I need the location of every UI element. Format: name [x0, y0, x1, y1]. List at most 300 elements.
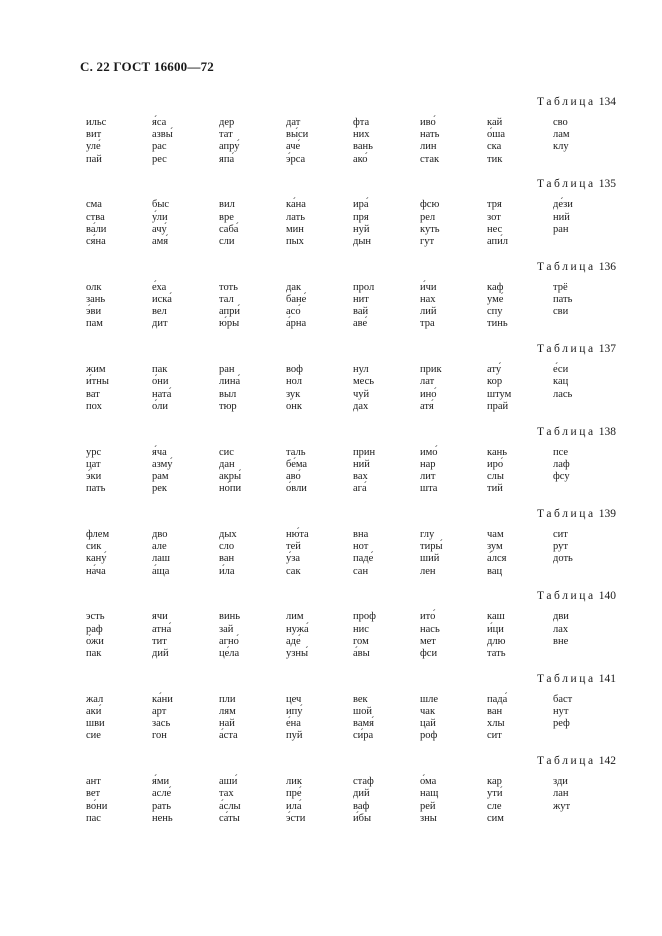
word-column	[152, 776, 173, 825]
table-word: апри́	[219, 306, 241, 318]
table-word: нис	[353, 623, 369, 635]
table-word: о́жи	[86, 635, 104, 647]
table-word: але	[152, 541, 167, 553]
table-word: вил	[219, 199, 235, 211]
table-word: слы	[487, 471, 504, 482]
table-word: бе́ма	[286, 458, 308, 470]
table-word: кай	[487, 117, 503, 128]
table-word: век	[353, 693, 368, 705]
table-word: и́тны	[86, 376, 109, 388]
table-word: вамя́	[353, 718, 374, 730]
table-word: реф	[553, 718, 570, 730]
table-word: де́зи	[553, 199, 573, 211]
table-word: аче́	[286, 141, 301, 153]
table-word: сма	[86, 199, 102, 211]
word-column	[152, 529, 170, 578]
table-word: раф	[86, 623, 103, 635]
table-word: а́рна	[286, 318, 307, 330]
word-column	[553, 199, 573, 236]
table-word: вах	[353, 471, 368, 482]
table-word: а́лся	[487, 553, 507, 565]
table-word: лат	[420, 376, 435, 388]
table-word: иска́	[152, 294, 172, 305]
table-word: атна́	[152, 623, 172, 635]
table-word: зум	[487, 541, 503, 553]
table-word: сак	[286, 565, 301, 577]
word-column	[353, 529, 373, 578]
table-word: ван	[487, 706, 503, 717]
table-word: спу	[487, 306, 503, 318]
word-column	[152, 364, 171, 413]
word-column	[353, 611, 376, 660]
table-word: сис	[219, 446, 234, 458]
table-word: каф	[487, 281, 504, 293]
table-word: паде́	[353, 553, 374, 565]
table-word: ако́	[353, 153, 368, 165]
table-word: прин	[353, 446, 376, 458]
table-word: узны́	[286, 648, 309, 659]
table-caption-number: 142	[598, 755, 616, 768]
table-word: клу	[553, 141, 569, 153]
table-word: сли	[219, 236, 235, 247]
table-word: вна	[353, 529, 369, 540]
word-column	[553, 117, 570, 154]
table-word: пре́	[286, 788, 302, 800]
table-caption-number: 134	[598, 96, 616, 108]
table-word: ший	[420, 553, 440, 565]
table-word: лина́	[219, 376, 241, 388]
word-column	[86, 364, 109, 413]
word-column	[487, 447, 507, 496]
table-word: а́слы	[219, 800, 241, 812]
table-word: дит	[152, 318, 168, 330]
table-word: вет	[86, 788, 101, 800]
word-column	[353, 199, 371, 248]
table-word: зай	[219, 623, 234, 635]
table-caption	[537, 261, 616, 273]
table-word: амя́	[152, 236, 169, 247]
table-word: ван	[219, 553, 235, 565]
table-caption	[537, 508, 616, 520]
table-word: роф	[420, 730, 438, 742]
table-word: пада́	[487, 693, 508, 705]
table-word: тра	[420, 318, 435, 330]
table-word: олк	[86, 281, 102, 293]
table-word: пать	[86, 483, 106, 495]
table-word: тит	[152, 635, 167, 647]
table-word: рас	[152, 141, 167, 153]
table-word: азвы́	[152, 129, 173, 141]
table-word: дых	[219, 529, 237, 540]
word-column	[420, 447, 438, 496]
table-word: э́ки	[86, 471, 102, 482]
word-column	[152, 694, 173, 743]
table-block	[0, 673, 662, 743]
table-word: дак	[286, 281, 302, 293]
word-column	[86, 117, 106, 166]
table-word: о́вли	[286, 483, 307, 495]
table-word: рут	[553, 541, 568, 553]
table-caption	[537, 96, 616, 108]
table-word: цай	[420, 718, 436, 730]
table-word: тиры́	[420, 541, 443, 553]
table-word: фсу	[553, 471, 570, 482]
table-word: прол	[353, 281, 375, 293]
table-block	[0, 508, 662, 578]
table-word: флем	[86, 529, 110, 540]
table-word: псе	[553, 446, 569, 458]
table-word: лим	[286, 611, 304, 623]
table-word: аво́	[286, 471, 301, 482]
table-word: аве́	[353, 318, 368, 330]
table-word: тах	[219, 788, 234, 800]
table-word: дви	[553, 611, 569, 623]
table-word: гом	[353, 635, 369, 647]
word-column	[353, 694, 374, 743]
table-word: и́ла	[219, 565, 235, 577]
table-word: дво	[152, 529, 168, 540]
table-word: цеч	[286, 693, 302, 705]
table-word: нут	[553, 706, 569, 717]
word-column	[219, 199, 238, 248]
table-word: уме́	[487, 294, 504, 305]
table-word: ка́на	[286, 199, 306, 211]
word-column	[487, 694, 507, 743]
table-word: е́си	[553, 364, 569, 376]
word-column	[219, 611, 240, 660]
word-column	[420, 694, 438, 743]
table-word: ути́	[487, 788, 503, 800]
word-column	[420, 611, 440, 660]
table-word: вы́си	[286, 129, 309, 141]
table-word: вац	[487, 565, 503, 577]
table-word: асо́	[286, 306, 301, 318]
table-word: ваф	[353, 800, 370, 812]
word-column	[553, 447, 570, 484]
table-word: чуй	[353, 388, 370, 400]
table-word: иро́	[487, 458, 504, 470]
word-column	[286, 529, 309, 578]
table-word: сле	[487, 800, 502, 812]
table-word: эсть	[86, 611, 105, 623]
table-word: лит	[420, 471, 436, 482]
word-column	[553, 694, 572, 731]
table-word: каш	[487, 611, 505, 623]
word-column	[152, 117, 173, 166]
table-word: ила́	[286, 800, 302, 812]
table-block	[0, 96, 662, 166]
word-column	[286, 117, 308, 166]
table-word: ран	[219, 364, 235, 376]
table-word: э́рса	[286, 153, 306, 165]
word-column	[219, 117, 240, 166]
table-caption-number: 137	[598, 343, 616, 356]
table-word: шви	[86, 718, 105, 730]
table-word: чам	[487, 529, 504, 540]
table-word: нась	[420, 623, 440, 635]
word-column	[353, 117, 373, 166]
table-word: нот	[353, 541, 369, 553]
table-word: зот	[487, 211, 501, 223]
table-caption-number: 136	[598, 260, 616, 273]
table-word: баст	[553, 693, 573, 705]
table-word: апру́	[219, 141, 240, 153]
table-word: о́ша	[487, 129, 505, 141]
table-word: тинь	[487, 318, 508, 330]
table-word: сит	[553, 529, 568, 540]
table-word: вит	[86, 129, 102, 141]
word-column	[487, 611, 505, 660]
table-word: э́сти	[286, 812, 306, 824]
table-word: тик	[487, 153, 503, 165]
table-word: я́ми	[152, 776, 170, 788]
table-word: тей	[286, 541, 301, 553]
table-word: нень	[152, 812, 173, 824]
word-column	[286, 364, 303, 413]
table-word: рел	[420, 211, 436, 223]
table-word: е́ха	[152, 281, 167, 293]
table-word: но́пи	[219, 483, 242, 495]
table-caption-number: 135	[598, 178, 616, 191]
table-word: вань	[353, 141, 373, 153]
word-column	[420, 282, 437, 331]
word-column	[353, 447, 375, 496]
table-word: пам	[86, 318, 103, 330]
table-word: ний	[353, 458, 370, 470]
table-word: асле́	[152, 788, 172, 800]
table-word: кар	[487, 776, 502, 788]
table-word: длю	[487, 635, 506, 647]
table-word: вне	[553, 635, 569, 647]
word-column	[553, 611, 569, 648]
table-word: це́ла	[219, 648, 240, 659]
word-column	[86, 529, 109, 578]
table-caption-number: 141	[598, 672, 616, 685]
table-word: ира́	[353, 199, 369, 211]
word-column	[286, 447, 307, 496]
table-word: пых	[286, 236, 304, 247]
table-word: тий	[487, 483, 503, 495]
table-word: гут	[420, 236, 435, 247]
table-word: аде́	[286, 635, 301, 647]
table-word: быс	[152, 199, 170, 211]
table-word: атя́	[420, 400, 434, 412]
table-word: ка́ни	[152, 693, 173, 705]
table-word: ячи	[152, 611, 168, 623]
table-word: тюр	[219, 400, 237, 412]
table-word: азму́	[152, 458, 173, 470]
table-word: прик	[420, 364, 442, 376]
table-word: ильс	[86, 117, 107, 128]
word-column	[487, 364, 511, 413]
table-word: ино́	[420, 388, 437, 400]
table-block	[0, 426, 662, 496]
table-word: ран	[553, 223, 569, 235]
table-word: трё	[553, 281, 568, 293]
table-word: глу	[420, 529, 435, 540]
table-word: ват	[86, 388, 100, 400]
word-column	[487, 199, 508, 248]
table-word: сим	[487, 812, 504, 824]
table-word: сие	[86, 730, 101, 742]
table-word: фси	[420, 648, 438, 659]
table-word: лать	[286, 211, 306, 223]
table-word: сво	[553, 117, 568, 128]
table-word: вел	[152, 306, 167, 318]
table-word: ага́	[353, 483, 367, 495]
table-word: лам	[553, 129, 570, 141]
table-word: жут	[553, 800, 571, 812]
table-word: саба́	[219, 223, 239, 235]
word-column	[286, 199, 306, 248]
table-word: я́са	[152, 117, 167, 128]
table-word: пак	[152, 364, 168, 376]
table-word: дан	[219, 458, 235, 470]
table-word: нать	[420, 129, 440, 141]
table-caption	[537, 426, 616, 438]
table-word: зук	[286, 388, 301, 400]
table-word: арт	[152, 706, 167, 717]
table-word: рек	[152, 483, 168, 495]
table-word: нащ	[420, 788, 439, 800]
word-column	[219, 776, 241, 825]
table-word: шой	[353, 706, 372, 717]
table-word: винь	[219, 611, 240, 623]
table-caption	[537, 673, 616, 685]
table-word: сик	[86, 541, 102, 553]
table-word: лаф	[553, 458, 570, 470]
table-caption-label: Таблица	[536, 343, 596, 356]
table-word: ний	[553, 211, 570, 223]
word-column	[420, 117, 439, 166]
table-word: проф	[353, 611, 376, 623]
table-word: аки́	[86, 706, 102, 717]
word-column	[420, 199, 440, 248]
word-column	[86, 282, 105, 331]
table-word: нуй	[353, 223, 370, 235]
table-word: хлы	[487, 718, 505, 730]
table-caption	[537, 178, 616, 190]
word-column	[286, 694, 303, 743]
table-word: са́ты	[219, 812, 240, 824]
table-word: тря	[487, 199, 502, 211]
word-column	[487, 117, 505, 166]
table-word: най	[219, 718, 235, 730]
table-word: сит	[487, 730, 502, 742]
table-word: кань	[487, 446, 508, 458]
table-word: воф	[286, 364, 303, 376]
word-column	[152, 282, 172, 331]
table-word: нужа́	[286, 623, 309, 635]
table-word: куть	[420, 223, 440, 235]
table-word: о́ни	[152, 376, 169, 388]
table-caption-label: Таблица	[536, 590, 596, 603]
table-word: агно́	[219, 635, 239, 647]
table-word: месь	[353, 376, 375, 388]
table-word: пря	[353, 211, 369, 223]
table-word: лин	[420, 141, 437, 153]
word-column	[286, 282, 306, 331]
word-column	[152, 199, 169, 248]
table-word: чак	[420, 706, 436, 717]
table-word: шле	[420, 693, 438, 705]
table-word: и́чи	[420, 281, 437, 293]
table-word: дий	[353, 788, 370, 800]
table-word: о́ма	[420, 776, 437, 788]
table-word: нах	[420, 294, 436, 305]
word-column	[553, 529, 573, 566]
word-column	[86, 199, 106, 248]
table-caption	[537, 755, 616, 767]
table-word: и́ци	[487, 623, 504, 635]
table-word: ню́та	[286, 529, 309, 540]
table-word: стаф	[353, 776, 374, 788]
word-column	[152, 611, 171, 660]
table-word: бане́	[286, 294, 307, 305]
table-word: рам	[152, 471, 169, 482]
table-word: онк	[286, 400, 302, 412]
word-column	[219, 364, 240, 413]
table-caption-label: Таблица	[536, 508, 596, 520]
table-caption-label: Таблица	[536, 672, 596, 685]
table-word: шта	[420, 483, 438, 495]
table-word: лен	[420, 565, 436, 577]
word-column	[86, 611, 105, 660]
table-word: уле́	[86, 141, 101, 153]
word-column	[420, 529, 443, 578]
table-word: дын	[353, 236, 372, 247]
table-word: пас	[86, 812, 101, 824]
word-column	[86, 776, 107, 825]
table-caption-label: Таблица	[536, 425, 596, 438]
word-column	[420, 364, 442, 413]
table-word: у́за	[286, 553, 301, 565]
table-caption	[537, 590, 616, 602]
table-word: зди	[553, 776, 568, 788]
table-word: во́ни	[86, 800, 108, 812]
word-column	[86, 694, 105, 743]
table-word: и́бы	[353, 812, 372, 824]
table-word: пак	[86, 648, 102, 659]
word-column	[219, 282, 240, 331]
word-column	[219, 529, 237, 578]
table-word: рей	[420, 800, 436, 812]
table-word: нит	[353, 294, 369, 305]
table-word: зны	[420, 812, 437, 824]
table-word: мин	[286, 223, 304, 235]
table-word: ся́на	[86, 236, 106, 247]
table-word: си́ра	[353, 730, 374, 742]
table-word: цат	[86, 458, 101, 470]
page-header: С. 22 ГОСТ 16600—72	[80, 59, 214, 74]
word-column	[86, 447, 105, 496]
table-word: жал	[86, 693, 104, 705]
table-word: ито́	[420, 611, 436, 623]
table-word: а́вы	[353, 648, 370, 659]
table-word: них	[353, 129, 370, 141]
table-word: зань	[86, 294, 106, 305]
table-word: я́ча	[152, 446, 167, 458]
table-word: пли	[219, 693, 236, 705]
table-word: кац	[553, 376, 569, 388]
word-column	[553, 282, 572, 319]
table-word: лям	[219, 706, 236, 717]
word-column	[286, 611, 309, 660]
table-word: апи́л	[487, 236, 508, 247]
table-word: е́на	[286, 718, 301, 730]
table-word: прай	[487, 400, 509, 412]
table-word: ства	[86, 211, 105, 223]
